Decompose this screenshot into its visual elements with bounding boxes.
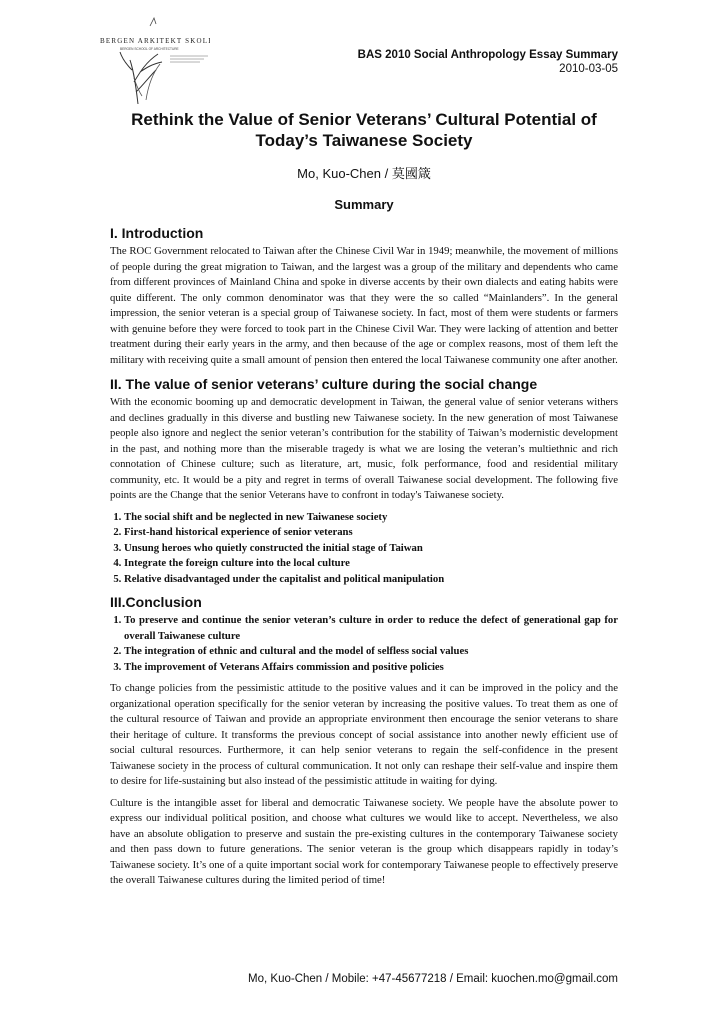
author: Mo, Kuo-Chen / 莫國箴: [297, 166, 431, 181]
section-heading: I. Introduction: [110, 225, 204, 241]
paragraph: With the economic booming up and democratic development in Taiwan, the general value of senior veterans withers and declines gradually in this diverse and bustling new Taiwanese society. In the new generation of most Taiwanese people also ignore and neglect the senior veteran’s contribution for the stability of Taiwan’s modernistic development in the past, and nothing more than the miserable tragedy is what we are losing the veteran’s multiethnic and rich connotation of Chinese culture; such as literature, art, music, folk performance, food and residential military community, etc. It would be a pity and regret in terms of overall Taiwanese social development. The following five points are the Change that the senior Veterans have to confront in today's Taiwanese society.: [110, 396, 618, 501]
section-value: [110, 375, 618, 587]
paragraph: Culture is the intangible asset for liberal and democratic Taiwanese society. We people have the absolute power to express our individual political position, and choose what cultures we would like to accept. Nevertheless, we also have an absolute obligation to preserve and sustain the pre-existing cultures in the contemporary Taiwanese society and then pass down to future generations. The senior veteran is the group which disappears rapidly in today’s Taiwanese society. It’s one of a quite important social work for contemporary Taiwanese people to effectively preserve the overall Taiwanese cultures during the limited period of time!: [110, 796, 618, 886]
list-item: 3. The improvement of Veterans Affairs commission and positive policies: [124, 660, 618, 676]
list-item: 1. To preserve and continue the senior veteran’s culture in order to reduce the defect of generational gap for overall Taiwanese culture: [124, 613, 618, 644]
document-body: [110, 224, 618, 895]
page-footer: Mo, Kuo-Chen / Mobile: +47-45677218 / Email: kuochen.mo@gmail.com: [248, 973, 618, 985]
logo-subtext: BERGEN SCHOOL OF ARCHITECTURE: [120, 47, 179, 51]
header-title: BAS 2010 Social Anthropology Essay Summary: [357, 49, 618, 61]
summary-label: Summary: [334, 197, 394, 212]
list-item: 2. First-hand historical experience of senior veterans: [124, 525, 618, 541]
section-introduction: [110, 224, 618, 368]
change-list: [110, 510, 618, 588]
list-item: 1. The social shift and be neglected in new Taiwanese society: [124, 510, 618, 526]
school-logo: [100, 12, 210, 107]
section-heading: II. The value of senior veterans’ culture during the social change: [110, 376, 538, 392]
section-conclusion: [110, 593, 618, 889]
conclusion-list: [110, 613, 618, 675]
paragraph: To change policies from the pessimistic attitude to the positive values and it can be improved in the policy and the organizational operation specifically for the senior veteran by increasing the positive values. To treat them as one of the cultural resource of Taiwan and provide an appropriate environment then encourage the senior veterans to share their heritage of culture. It transforms the previous concept of social assistance into another newly efficient use of social cultural resources. Furthermore, it can help senior veterans to regain the self-confidence in the present Taiwanese society in the process of cultural communication. It not only can reshape their self-value and inspire them to desire for life-sustaining but also instead of the pessimistic attitude in waiting for dying.: [110, 682, 618, 787]
list-item: 5. Relative disadvantaged under the capitalist and political manipulation: [124, 572, 618, 588]
page-header: [358, 48, 618, 76]
paragraph: The ROC Government relocated to Taiwan after the Chinese Civil War in 1949; meanwhile, the movement of millions of people during the great migration to Taiwan, and the largest was a group of the military and dependents who came from different provinces of Mainland China and spoke in diverse accents by their own dialects and eating habits were quite different. The only common denominator was that they were the so called “Mainlanders”. In the general impression, the senior veteran is a special group of Taiwanese society. In fact, most of them were students or farmers with genuine before they were forced to took part in the Chinese Civil War. They were lacking of attention and better treatment during their early years in the army, and then because of the age or complex reasons, most of them left the military with receiving quite a small amount of pension then entered the local Taiwanese community one after another.: [110, 245, 618, 366]
logo-text: BERGEN ARKITEKT SKOLE: [100, 37, 210, 45]
header-date: 2010-03-05: [559, 63, 618, 75]
section-heading: III.Conclusion: [110, 594, 202, 610]
list-item: 4. Integrate the foreign culture into the local culture: [124, 556, 618, 572]
list-item: 3. Unsung heroes who quietly constructed the initial stage of Taiwan: [124, 541, 618, 557]
document-title: Rethink the Value of Senior Veterans’ Cultural Potential of Today’s Taiwanese Society: [131, 110, 597, 150]
list-item: 2. The integration of ethnic and cultural and the model of selfless social values: [124, 644, 618, 660]
